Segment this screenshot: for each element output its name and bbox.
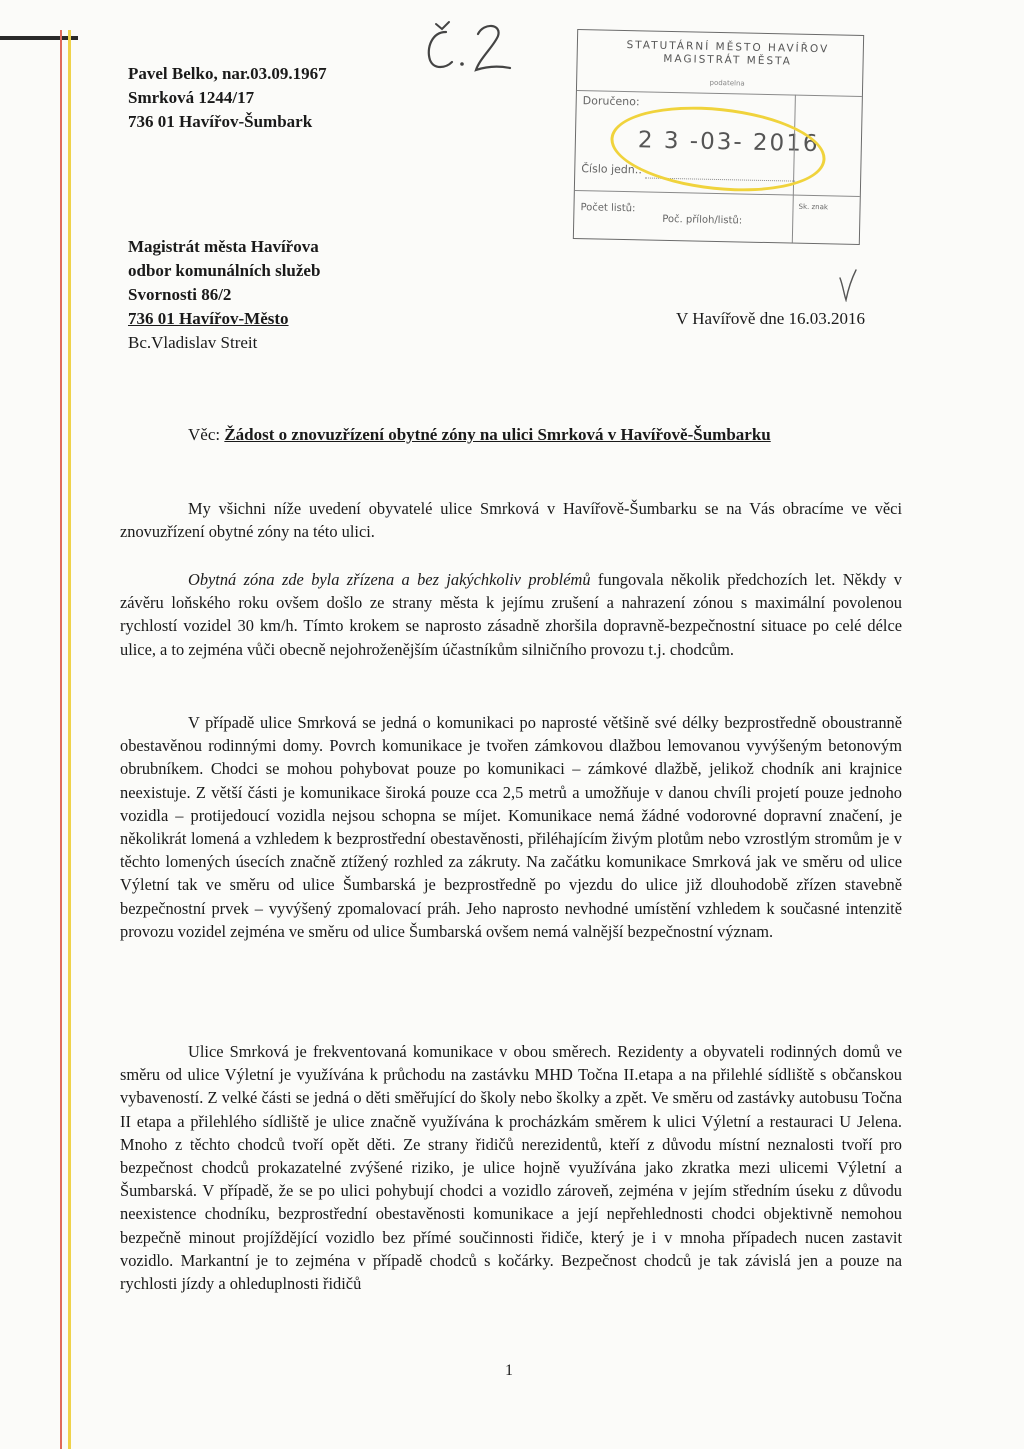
stamp-delivered-label: Doručeno: [582,94,640,109]
paragraph-2-rest: fungovala několik předchozích let. Někdy v závěru loňského roku ovšem došlo ze strany města k jejímu zrušení a nahrazení zónou s maximální povolenou rychlostí vozidel 30 km/h. Tímto krokem se naprosto zásadně zhoršila dopravně-bezpečnostní situace po celé délce ulice, a to zejména vůči obecně nejohroženějším účastníkům silničního provozu t.j. chodcům. [120,570,902,659]
page-number: 1 [505,1362,513,1379]
stamp-sheets-label: Počet listů: [580,202,636,215]
paragraph-4: Ulice Smrková je frekventovaná komunikace v obou směrech. Rezidenty a obyvateli rodinných domů ve směru od ulice Výletní je využívána k průchodu na zastávku MHD Točna II.etapa a na přilehlé sídliště s občanskou vybaveností. Z velké části se jedná o děti směřující do školy nebo školky a zpět. Ve směru od zastávky autobusu Točna II etapa a přilehlého sídliště je ulice značně využívána k procházkám směrem k ulici Výletní a restauraci U Jelena. Mnoho z těchto chodců tvoří opět děti. Ze strany řidičů nerezidentů, kteří z důvodu místní neznalosti tvoří pro bezpečnost chodců prokazatelné zvýšené riziko, je ulice hojně využívána jako zkratka mezi ulicemi Výletní a Šumbarská. V případě, že se po ulici pohybují chodci a vozidlo zároveň, zejména v jejím středním úseku z důvodu neexistence chodníku, bezprostřední obestavěnosti komunikace a její nepřehlednosti chodci objektivně nemohou bezpečně minout projíždějící vozidlo bez přímé součinnosti řidiče, který je i v mnoha případech nucen zastavit vozidlo. Markantní je to zejména v případě chodců s kočárky. Bezpečnost chodců je tak závislá jen a pouze na rychlosti jízdy a ohleduplnosti řidičů [120,1042,902,1294]
sender-street: Smrková 1244/17 [128,88,255,107]
subject-label: Věc: [188,425,221,444]
stamp-attachments-label: Poč. příloh/listů: [662,213,743,227]
margin-line-red [60,30,62,1449]
recipient-line1: Magistrát města Havířova [128,237,319,256]
subject-line [188,425,771,445]
sender-name: Pavel Belko, nar.03.09.1967 [128,64,327,83]
recipient-person: Bc.Vladislav Streit [128,333,258,352]
stamp-date: 2 3 -03- 2016 [637,127,820,158]
recipient-address [128,235,320,355]
paragraph-3: V případě ulice Smrková se jedná o komunikaci po naprosté většině své délky bezprostředně oboustranně obestavěnou rodinnými domy. Povrch komunikace je tvořen zámkovou dlažbou lemovanou vyvýšeným betonovým obrubníkem. Chodci se mohou pohybovat pouze po komunikaci – zámkové dlažbě, jelikož chodník ani krajnice neexistuje. Z větší části je komunikace široká pouze cca 2,5 metrů a umožňuje v danou chvíli projetí pouze jednoho vozidla – protijedoucí vozidla nejsou schopna se míjet. Komunikace nemá žádné vodorovné dopravní značení, je několikrát lomená a vzhledem k bezprostřední obestavěnosti, přiléhajícím živým plotům nebo vzrostlým stromům je v těchto lomených úsecích značně ztížený rozhled za zákruty. Na začátku komunikace Smrková jak ve směru od ulice Výletní tak ve směru od ulice Šumbarská je bezprostředně po vjezdu do ulice již dlouhodobě zřízen stavebně bezpečnostní prvek – vyvýšený zpomalovací práh. Jeho naprosto nevhodné umístění vzhledem k současné intenzitě provozu vozidel zejména ve směru od ulice Šumbarská ovšem nemá valnější bezpečnostní význam. [120,713,902,941]
scan-mark [0,36,78,40]
paragraph-2 [120,568,902,661]
recipient-line2: odbor komunálních služeb [128,261,321,280]
recipient-line3: Svornosti 86/2 [128,285,232,304]
recipient-line4: 736 01 Havířov-Město [128,309,289,328]
handwritten-check-mark [838,268,858,302]
stamp-authority [597,38,857,69]
stamp-divider-2 [575,190,860,197]
paragraph-2-italic: Obytná zóna zde byla zřízena a bez jakýchkoliv problémů [188,570,591,589]
place-and-date: V Havířově dne 16.03.2016 [676,309,866,328]
margin-line-yellow [68,30,71,1449]
sender-city: 736 01 Havířov-Šumbark [128,112,313,131]
stamp-corner-label: Sk. znak [798,202,829,212]
stamp-ref-label: Číslo jedn.: [581,162,643,177]
stamp-authority-line1: STATUTÁRNÍ MĚSTO HAVÍŘOV [626,39,830,56]
paragraph-1: My všichni níže uvedení obyvatelé ulice Smrková v Havířově-Šumbarku se na Vás obracíme ve věci znovuzřízení obytné zóny na této ulici. [120,499,902,542]
subject-text: Žádost o znovuzřízení obytné zóny na ulici Smrková v Havířově-Šumbarku [224,425,771,444]
handwritten-number-note [418,18,518,78]
stamp-authority-sub: podatelna [709,78,745,88]
sender-address [128,62,327,134]
stamp-authority-line2: MAGISTRÁT MĚSTA [663,52,792,68]
